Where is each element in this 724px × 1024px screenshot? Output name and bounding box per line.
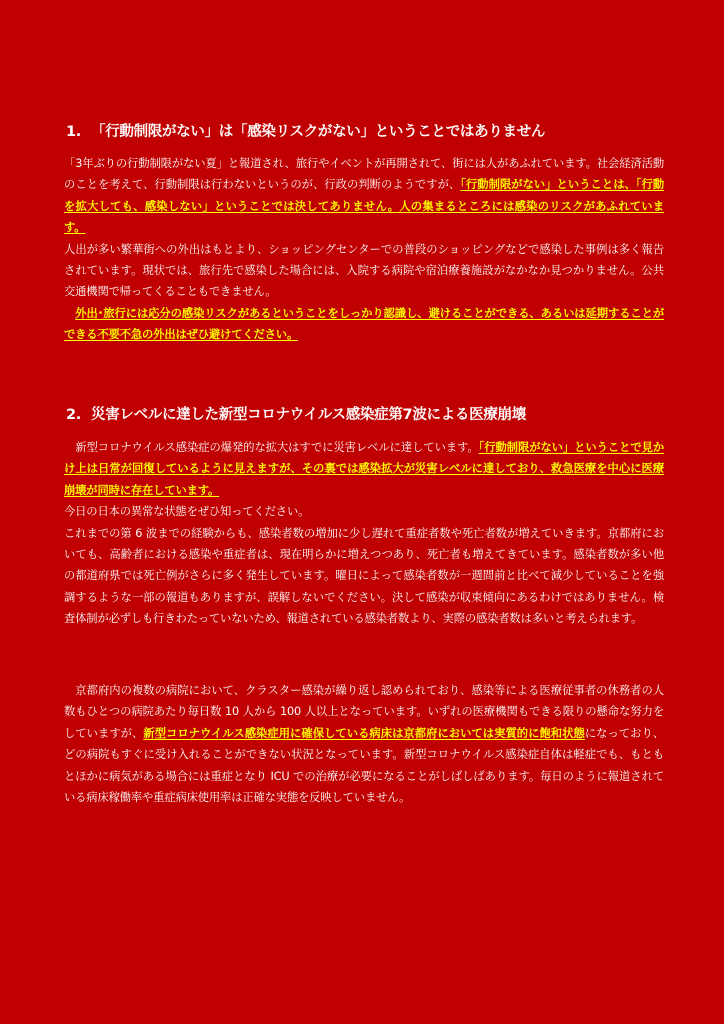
section1-paragraph-2: 人出が多い繁華街への外出はもとより、ショッピングセンターでの普段のショッピングなどで感染した事例は多く報告されています。現状では、旅行先で感染した場合には、入院する病院や宿泊療養施設がなかなか見つかりません。公共交通機関で帰ってくることもできません。 (64, 242, 664, 299)
section2-paragraph-1 (64, 437, 664, 501)
section2-number: 2. (66, 407, 81, 423)
section1-p1-highlight: 「行動制限がない」ということは、「行動を拡大しても、感染しない」ということでは決してありません。人の集まるところには感染のリスクがあふれています。 (64, 178, 664, 235)
section1-title: 「行動制限がない」は「感染リスクがない」ということではありません (91, 124, 546, 140)
section2-p4-text-a: 京都府内の複数の病院において、クラスター感染が繰り返し認められており、感染等による医療従事者の休務者の人数もひとつの病院あたり毎日数 10 人から 100 人以上となっています。いずれの医療機関もできる限りの懸命な努力をしていますが、 (64, 684, 664, 740)
section1-paragraph-3 (64, 303, 664, 346)
section2-title: 災害レベルに達した新型コロナウイルス感染症第7波による医療崩壊 (91, 407, 526, 423)
section2-paragraph-2: 今日の日本の異常な状態をぜひ知ってください。 (64, 505, 310, 519)
section1-paragraph-1 (64, 153, 664, 239)
section2-body-continued (64, 680, 664, 808)
section2-body (64, 437, 664, 630)
section2-p4-text-b: になっており、どの病院もすぐに受け入れることができない状況となっています。新型コロナウイルス感染症自体は軽症でも、もともとほかに病気がある場合には重症となり ICU での治療が必要になることがしばしばあります。毎日のように報道されている病床稼働率や重症病床使用率は正確な実態を反映していません。 (64, 726, 664, 805)
section1-heading (66, 122, 666, 142)
section1-number: 1. (66, 124, 81, 140)
section2-heading (66, 405, 666, 425)
section2-paragraph-4 (64, 680, 664, 808)
section2-p1-text: 新型コロナウイルス感染症の爆発的な拡大はすでに災害レベルに達しています。 (75, 441, 479, 454)
section2-p1-highlight: 「行動制限がない」ということで見かけ上は日常が回復しているように見えますが、その裏では感染拡大が災害レベルに達しており、救急医療を中心に医療崩壊が同時に存在しています。 (64, 441, 664, 497)
section2-paragraph-3: これまでの第 6 波までの経験からも、感染者数の増加に少し遅れて重症者数や死亡者数が増えていきます。京都府においても、高齢者における感染や重症者は、現在明らかに増えつつあり、死亡者も増えてきています。感染者数が多い他の都道府県では死亡例がさらに多く発生しています。曜日によって感染者数が一週間前と比べて減少していることを強調するような一部の報道もありますが、誤解しないでください。決して感染が収束傾向にあるわけではありません。検査体制が必ずしも行きわたっていないため、報道されている感染者数より、実際の感染者数は多いと考えられます。 (64, 526, 664, 626)
section1-p3-highlight: 外出･旅行には応分の感染リスクがあるということをしっかり認識し、避けることができる、あるいは延期することができる不要不急の外出はぜひ避けてください。 (64, 306, 664, 342)
section1-p1-text: 「3年ぶりの行動制限がない夏」と報道され、旅行やイベントが再開されて、街には人があふれています。社会経済活動のことを考えて、行動制限は行わないというのが、行政の判断のようですが、 (64, 157, 664, 192)
section2-p4-highlight: 新型コロナウイルス感染症用に確保している病床は京都府においては実質的に飽和状態 (143, 726, 585, 740)
section1-body (64, 153, 664, 346)
